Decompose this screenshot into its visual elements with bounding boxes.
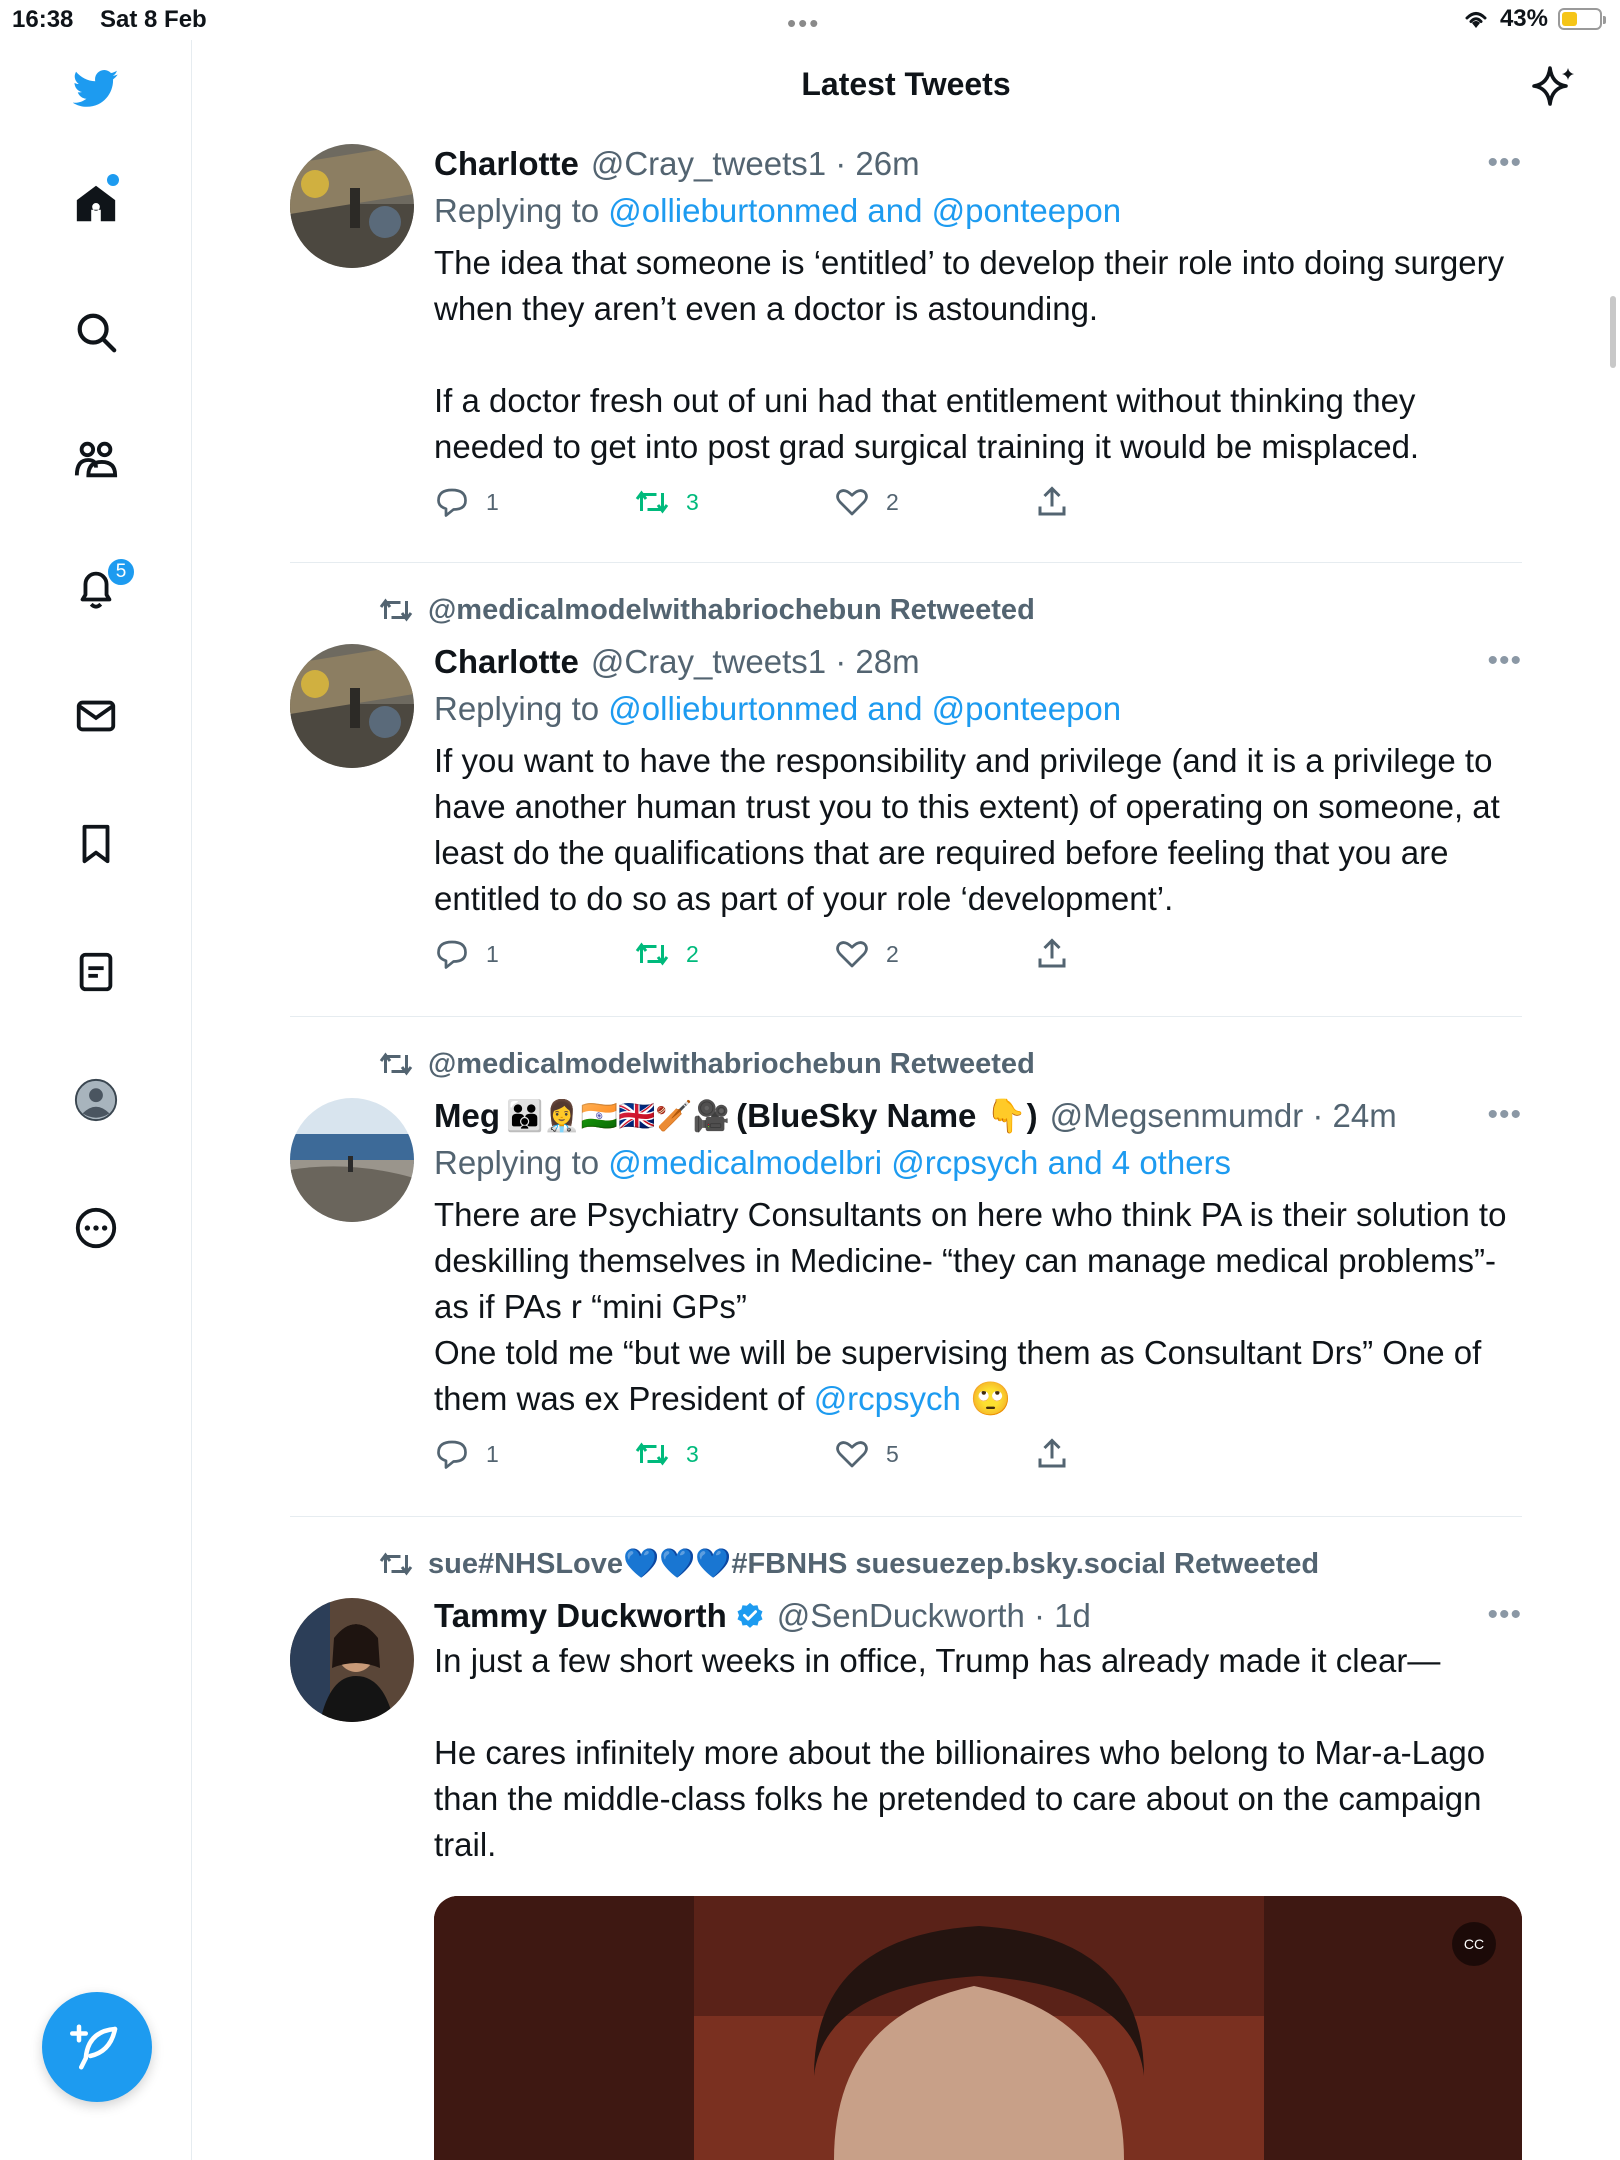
- profile-icon[interactable]: [70, 1074, 122, 1126]
- tweet-text: [434, 738, 1522, 922]
- page-title: Latest Tweets: [801, 66, 1011, 102]
- retweeted-by[interactable]: [378, 1546, 1319, 1582]
- retweet-count: 3: [686, 488, 699, 515]
- tweet-paragraph: He cares infinitely more about the billionaires who belong to Mar-a-Lago than the middle-class folks he pretended to care about on the campaign trail.: [434, 1734, 1486, 1863]
- lists-icon[interactable]: [70, 946, 122, 998]
- heart-icon: [834, 936, 870, 972]
- retweet-icon: [378, 592, 414, 628]
- tweet[interactable]: [290, 592, 1522, 1012]
- heart-icon: [834, 1436, 870, 1472]
- like-button[interactable]: [834, 1436, 899, 1472]
- tweet-text: [434, 1638, 1522, 1868]
- replying-prefix: Replying to: [434, 1144, 600, 1181]
- replying-prefix: Replying to: [434, 192, 600, 229]
- sparkle-icon[interactable]: [1530, 64, 1578, 112]
- reply-button[interactable]: [434, 484, 499, 520]
- more-icon[interactable]: [70, 1202, 122, 1254]
- divider: [290, 1516, 1522, 1517]
- replying-to: [434, 1144, 1522, 1182]
- compose-tweet-button[interactable]: [42, 1992, 152, 2102]
- replying-to-link[interactable]: @medicalmodelbri @rcpsych and 4 others: [608, 1144, 1232, 1181]
- share-icon: [1034, 936, 1070, 972]
- tweet-actions: [434, 484, 1522, 532]
- home-unread-dot: [107, 174, 119, 186]
- reply-button[interactable]: [434, 936, 499, 972]
- author-name-suffix[interactable]: (BlueSky Name 👇): [736, 1096, 1038, 1134]
- feather-plus-icon: [70, 2020, 124, 2074]
- retweeted-by[interactable]: [378, 592, 1035, 628]
- status-right: [1462, 5, 1602, 33]
- bookmarks-icon[interactable]: [70, 818, 122, 870]
- more-options-icon[interactable]: •••: [1487, 1598, 1522, 1631]
- share-icon: [1034, 484, 1070, 520]
- twitter-logo-icon[interactable]: [70, 62, 122, 114]
- share-icon: [1034, 1436, 1070, 1472]
- notification-badge: 5: [106, 557, 136, 587]
- more-options-icon[interactable]: •••: [1487, 1098, 1522, 1131]
- share-button[interactable]: [1034, 484, 1070, 520]
- tweet-paragraph: The idea that someone is ‘entitled’ to develop their role into doing surgery when they aren’t even a doctor is astounding.: [434, 244, 1505, 327]
- author-handle[interactable]: @Cray_tweets1 · 28m: [590, 643, 920, 680]
- status-bar: [0, 0, 1620, 40]
- reply-icon: [434, 936, 470, 972]
- reply-button[interactable]: [434, 1436, 499, 1472]
- scrollbar[interactable]: [1610, 296, 1616, 368]
- retweet-icon: [634, 1436, 670, 1472]
- replying-to-link[interactable]: @ollieburtonmed and @ponteepon: [608, 690, 1122, 727]
- tweet-text: [434, 240, 1522, 470]
- tweet-line: [434, 1330, 1522, 1422]
- tweet[interactable]: [290, 1546, 1522, 1886]
- reply-icon: [434, 484, 470, 520]
- avatar[interactable]: [290, 644, 414, 768]
- wifi-icon: [1462, 8, 1490, 30]
- reply-icon: [434, 1436, 470, 1472]
- like-count: 2: [886, 940, 899, 967]
- mention-link[interactable]: @rcpsych: [813, 1380, 961, 1417]
- tweet-paragraph: If a doctor fresh out of uni had that entitlement without thinking they needed to get into post grad surgical training it would be misplaced.: [434, 382, 1420, 465]
- tweet-actions: [434, 936, 1522, 984]
- retweeted-by-label: @medicalmodelwithabriochebun Retweeted: [428, 593, 1035, 626]
- author-handle[interactable]: @Cray_tweets1 · 26m: [590, 145, 920, 182]
- retweet-count: 3: [686, 1440, 699, 1467]
- share-button[interactable]: [1034, 1436, 1070, 1472]
- like-button[interactable]: [834, 484, 899, 520]
- eye-roll-emoji: 🙄: [970, 1380, 1012, 1417]
- share-button[interactable]: [1034, 936, 1070, 972]
- author-name[interactable]: Charlotte: [434, 643, 579, 680]
- status-date: Sat 8 Feb: [100, 6, 207, 33]
- like-count: 5: [886, 1440, 899, 1467]
- replying-to-link[interactable]: @ollieburtonmed and @ponteepon: [608, 192, 1122, 229]
- like-count: 2: [886, 488, 899, 515]
- reply-count: 1: [486, 488, 499, 515]
- search-icon[interactable]: [70, 306, 122, 358]
- retweet-button[interactable]: [634, 1436, 699, 1472]
- heart-icon: [834, 484, 870, 520]
- tweet-text: [434, 1192, 1522, 1422]
- tweet-actions: [434, 1436, 1522, 1484]
- divider: [290, 1016, 1522, 1017]
- tweet-line-text: One told me “but we will be supervising them as Consultant Drs” One of them was ex President of: [434, 1334, 1482, 1417]
- retweet-count: 2: [686, 940, 699, 967]
- retweet-button[interactable]: [634, 936, 699, 972]
- closed-captions-icon[interactable]: CC: [1452, 1922, 1496, 1966]
- author-name[interactable]: Tammy Duckworth: [434, 1597, 727, 1634]
- tweet-line: There are Psychiatry Consultants on here who think PA is their solution to deskilling themselves in Medicine- “they can manage medical problems”- as if PAs r “mini GPs”: [434, 1196, 1507, 1325]
- replying-to: [434, 690, 1522, 728]
- replying-to: [434, 192, 1522, 230]
- video-frame: [434, 1896, 1522, 2160]
- replying-prefix: Replying to: [434, 690, 600, 727]
- tweet-author-row: [434, 640, 1522, 684]
- tweet-paragraph: In just a few short weeks in office, Trump has already made it clear—: [434, 1642, 1441, 1679]
- retweet-icon: [634, 484, 670, 520]
- status-time: 16:38: [12, 6, 74, 33]
- retweeted-by-label: @medicalmodelwithabriochebun Retweeted: [428, 1047, 1035, 1080]
- divider: [290, 562, 1522, 563]
- verified-badge-icon: [735, 1601, 765, 1631]
- retweet-icon: [378, 1546, 414, 1582]
- reply-count: 1: [486, 940, 499, 967]
- reply-count: 1: [486, 1440, 499, 1467]
- more-options-icon[interactable]: •••: [1487, 146, 1522, 179]
- retweeted-by[interactable]: [378, 1046, 1035, 1082]
- author-handle[interactable]: @Megsenmumdr · 24m: [1049, 1097, 1397, 1134]
- like-button[interactable]: [834, 936, 899, 972]
- tweet-media-video[interactable]: [434, 1896, 1522, 2160]
- avatar[interactable]: [290, 1598, 414, 1722]
- retweeted-by-label: sue#NHSLove💙💙💙#FBNHS suesuezep.bsky.social Retweeted: [428, 1548, 1320, 1580]
- more-options-icon[interactable]: •••: [1487, 644, 1522, 677]
- battery-icon: [1558, 8, 1602, 30]
- retweet-icon: [634, 936, 670, 972]
- tweet[interactable]: [290, 1046, 1522, 1516]
- author-name[interactable]: Meg: [434, 1097, 500, 1134]
- battery-percent: 43%: [1499, 5, 1548, 32]
- retweet-icon: [378, 1046, 414, 1082]
- tweet-author-row: [434, 142, 1522, 186]
- tweet-author-row: [434, 1594, 1522, 1638]
- avatar[interactable]: [290, 1098, 414, 1222]
- tweet-author-row: [434, 1094, 1522, 1138]
- multitasking-dots[interactable]: •••: [787, 8, 821, 38]
- retweet-button[interactable]: [634, 484, 699, 520]
- author-handle[interactable]: @SenDuckworth · 1d: [776, 1597, 1091, 1634]
- tweet[interactable]: [290, 142, 1522, 562]
- tweet-paragraph: If you want to have the responsibility and privilege (and it is a privilege to have another human trust you to this extent) of operating on someone, at least do the qualifications that are required before feeling that you are entitled to do so as part of your role ‘development’.: [434, 742, 1500, 917]
- author-name[interactable]: Charlotte: [434, 145, 579, 182]
- messages-icon[interactable]: [70, 690, 122, 742]
- avatar[interactable]: [290, 144, 414, 268]
- name-emoji: 👪👩‍⚕️🇮🇳🇬🇧🏏🎥: [506, 1099, 731, 1133]
- communities-icon[interactable]: [70, 434, 122, 486]
